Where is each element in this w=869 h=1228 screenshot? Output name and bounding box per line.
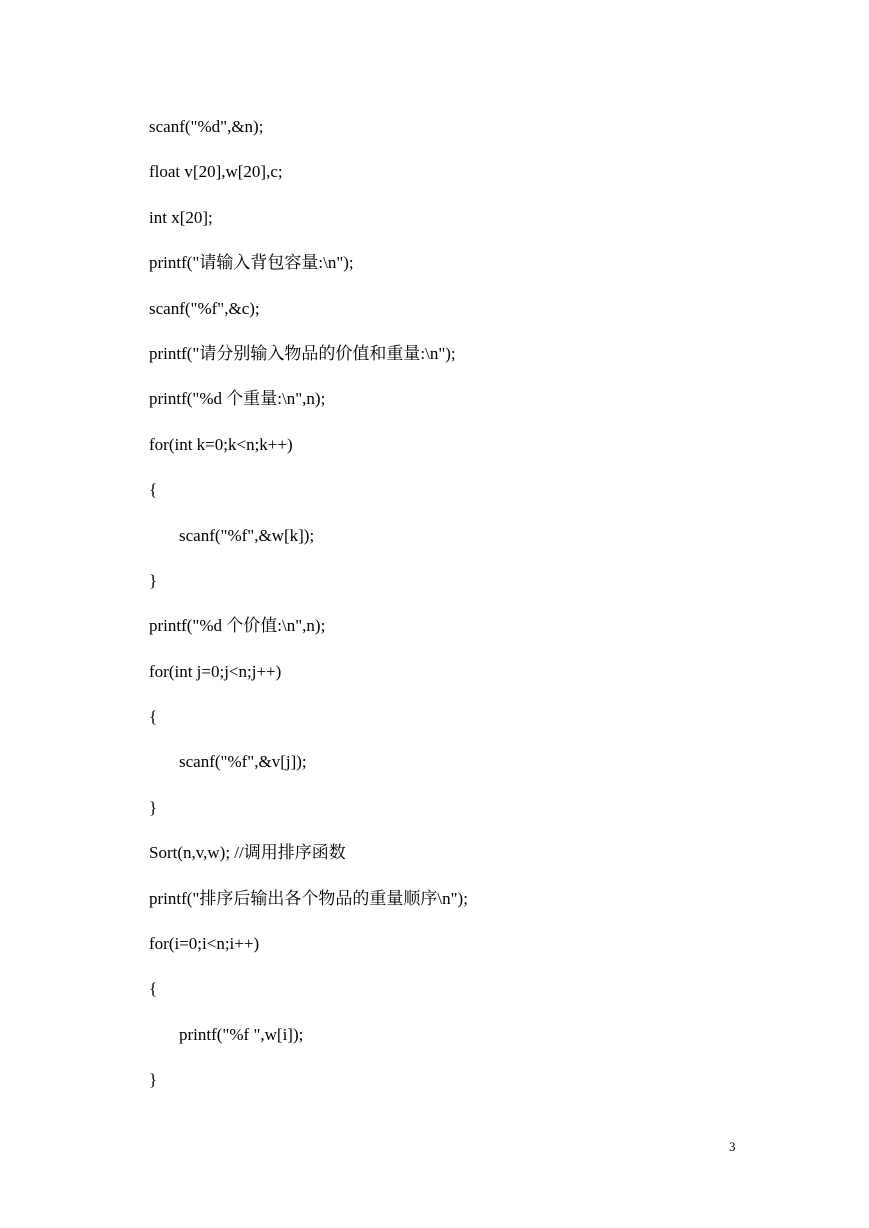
code-line: printf("%f ",w[i]); [179,1024,304,1044]
code-line: Sort(n,v,w); //调用排序函数 [149,843,346,863]
code-line: scanf("%f",&c); [149,298,260,318]
code-line: printf("请分别输入物品的价值和重量:\n"); [149,343,456,363]
code-line: scanf("%f",&v[j]); [179,752,307,772]
code-line: printf("排序后输出各个物品的重量顺序\n"); [149,888,468,908]
code-line: printf("请输入背包容量:\n"); [149,253,354,273]
code-line: for(int j=0;j<n;j++) [149,661,282,681]
code-line: } [149,797,158,817]
code-line: for(i=0;i<n;i++) [149,934,260,954]
page-number: 3 [729,1139,736,1154]
code-line: { [149,707,158,727]
code-line: for(int k=0;k<n;k++) [149,434,293,454]
code-line: printf("%d 个重量:\n",n); [149,389,326,409]
code-line: scanf("%d",&n); [149,117,264,136]
code-line: float v[20],w[20],c; [149,162,283,182]
code-line: } [149,1070,158,1090]
code-block [149,116,749,1115]
code-line: int x[20]; [149,207,213,227]
code-line: { [149,979,158,999]
code-line: } [149,570,158,590]
code-line: scanf("%f",&w[k]); [179,525,315,545]
code-line: printf("%d 个价值:\n",n); [149,616,326,636]
code-line: { [149,480,158,500]
